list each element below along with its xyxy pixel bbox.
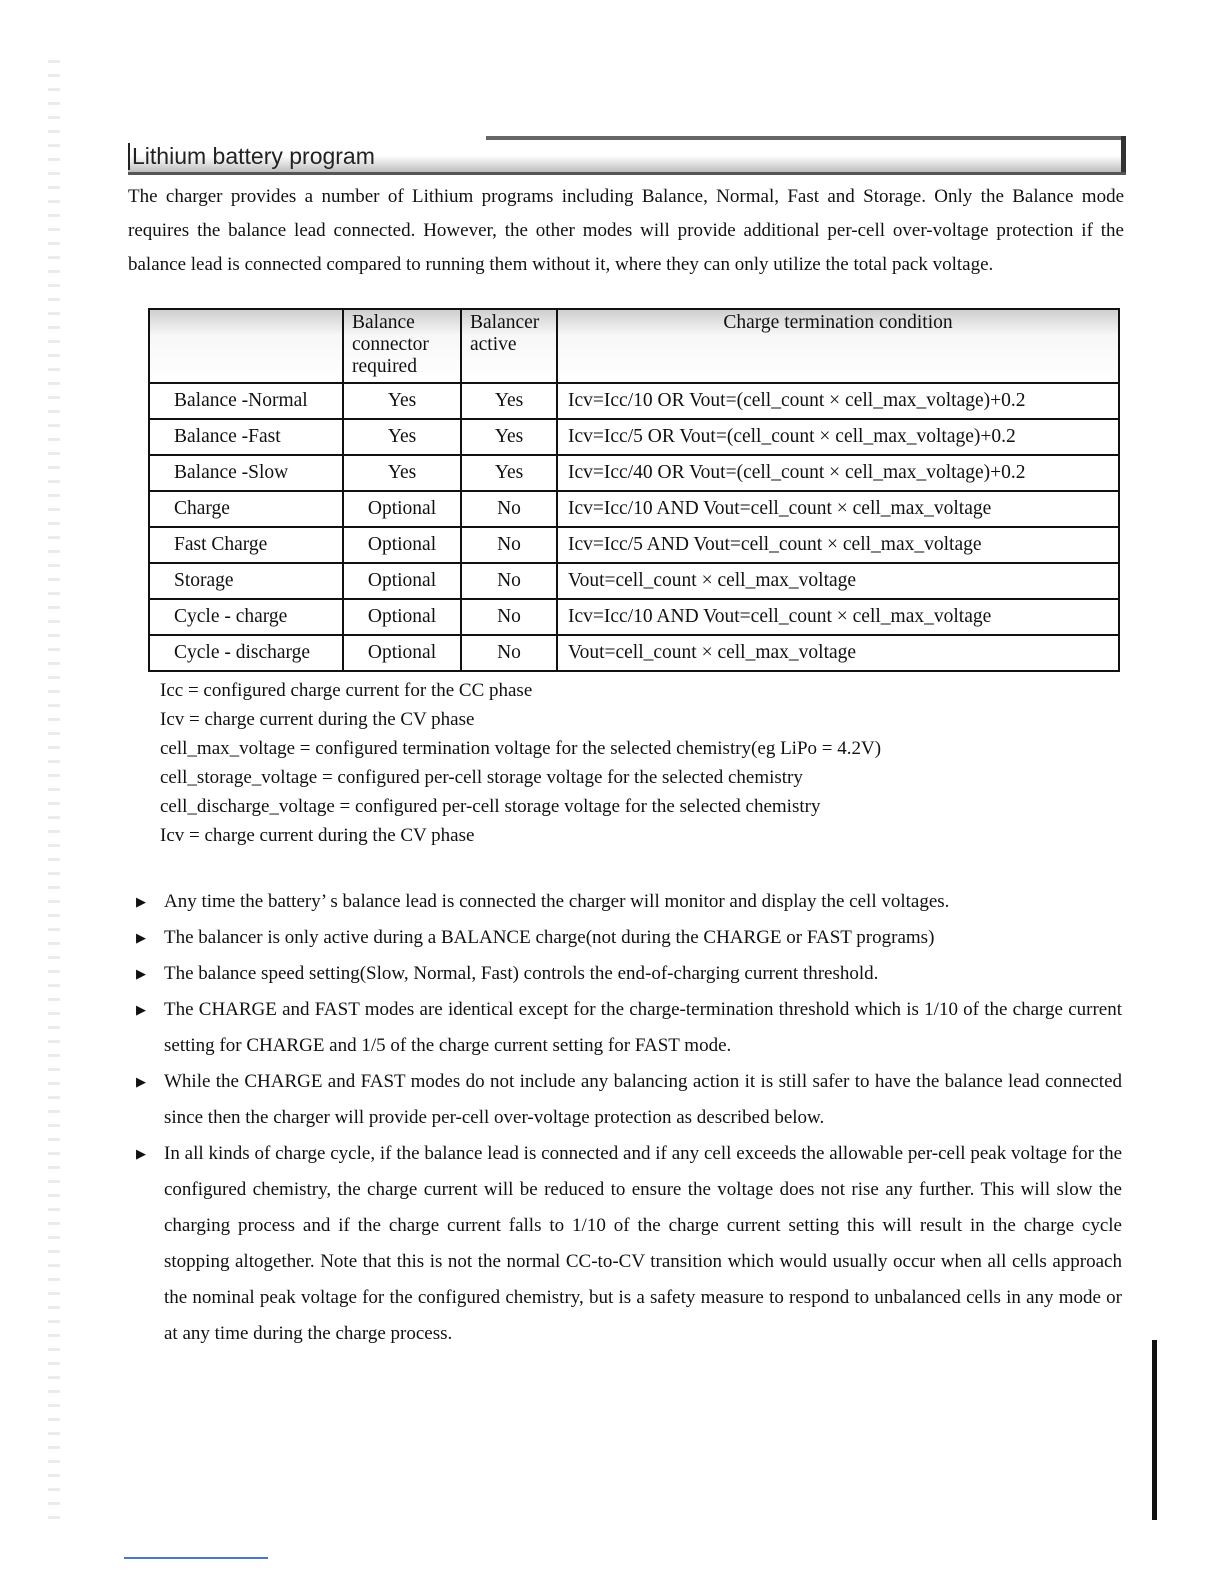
- table-row: [149, 635, 1119, 671]
- note-text: The balance speed setting(Slow, Normal, Fast) controls the end-of-charging current threshold.: [164, 963, 879, 984]
- definition-item: cell_max_voltage = configured termination voltage for the selected chemistry(eg LiPo = 4.2V): [160, 738, 882, 759]
- footnote-rule: [124, 1557, 268, 1559]
- condition-cell: Icv=Icc/5 OR Vout=(cell_count × cell_max_voltage)+0.2: [557, 419, 1119, 455]
- triangle-right-icon: ▶: [136, 1146, 146, 1161]
- note-item: [136, 920, 1122, 956]
- table-row: [149, 491, 1119, 527]
- header-endcap: [1121, 136, 1126, 172]
- mode-cell: Balance -Fast: [149, 419, 343, 455]
- connector-cell: Optional: [343, 599, 461, 635]
- condition-cell: Icv=Icc/10 AND Vout=cell_count × cell_max_voltage: [557, 599, 1119, 635]
- condition-cell: Vout=cell_count × cell_max_voltage: [557, 563, 1119, 599]
- scan-edge-line: [1152, 1340, 1157, 1520]
- connector-cell: Optional: [343, 635, 461, 671]
- definition-item: cell_storage_voltage = configured per-cell storage voltage for the selected chemistry: [160, 767, 803, 788]
- triangle-right-icon: ▶: [136, 966, 146, 981]
- connector-cell: Optional: [343, 527, 461, 563]
- note-item: [136, 956, 1122, 992]
- condition-cell: Icv=Icc/5 AND Vout=cell_count × cell_max_voltage: [557, 527, 1119, 563]
- note-text: While the CHARGE and FAST modes do not include any balancing action it is still safer to have the balance lead connected since then the charger will provide per-cell over-voltage protection as described below.: [164, 1071, 1122, 1128]
- header-termination-condition: Charge termination condition: [557, 309, 1119, 383]
- program-table: [148, 308, 1120, 672]
- connector-cell: Yes: [343, 383, 461, 419]
- note-item: [136, 884, 1122, 920]
- header-connector-required: Balance connector required: [343, 309, 461, 383]
- definition-item: cell_discharge_voltage = configured per-cell storage voltage for the selected chemistry: [160, 796, 821, 817]
- active-cell: No: [461, 599, 557, 635]
- definition-item: Icv = charge current during the CV phase: [160, 709, 475, 730]
- condition-cell: Icv=Icc/10 OR Vout=(cell_count × cell_max_voltage)+0.2: [557, 383, 1119, 419]
- table-row: [149, 383, 1119, 419]
- connector-cell: Optional: [343, 491, 461, 527]
- section-title: Lithium battery program: [128, 143, 375, 170]
- note-item: [136, 1064, 1122, 1136]
- table-row: [149, 527, 1119, 563]
- active-cell: No: [461, 491, 557, 527]
- header-balancer-active: Balancer active: [461, 309, 557, 383]
- mode-cell: Fast Charge: [149, 527, 343, 563]
- header-rule: [486, 136, 1126, 140]
- condition-cell: Icv=Icc/10 AND Vout=cell_count × cell_max_voltage: [557, 491, 1119, 527]
- note-text: Any time the battery’ s balance lead is connected the charger will monitor and display the cell voltages.: [164, 891, 950, 912]
- active-cell: Yes: [461, 419, 557, 455]
- active-cell: No: [461, 635, 557, 671]
- mode-cell: Balance -Normal: [149, 383, 343, 419]
- scan-edge-shadow: [48, 60, 60, 1520]
- note-text: The balancer is only active during a BALANCE charge(not during the CHARGE or FAST programs): [164, 927, 935, 948]
- intro-paragraph: The charger provides a number of Lithium programs including Balance, Normal, Fast and Storage. Only the Balance mode requires the balance lead connected. However, the other modes will provide additional per-cell over-voltage protection if the balance lead is connected compared to running them without it, where they can only utilize the total pack voltage.: [128, 186, 1124, 275]
- connector-cell: Yes: [343, 419, 461, 455]
- table-header-row: [149, 309, 1119, 383]
- definition-item: Icv = charge current during the CV phase: [160, 825, 475, 846]
- table-row: [149, 419, 1119, 455]
- definition-item: Icc = configured charge current for the CC phase: [160, 680, 533, 701]
- note-item: [136, 992, 1122, 1064]
- triangle-right-icon: ▶: [136, 1002, 146, 1017]
- note-text: In all kinds of charge cycle, if the balance lead is connected and if any cell exceeds the allowable per-cell peak voltage for the configured chemistry, the charge current will be reduced to ensure the voltage does not rise any further. This will slow the charging process and if the charge current falls to 1/10 of the charge current setting this will result in the charge cycle stopping altogether. Note that this is not the normal CC-to-CV transition which would usually occur when all cells approach the nominal peak voltage for the configured chemistry, but is a safety measure to respond to unbalanced cells in any mode or at any time during the charge process.: [164, 1143, 1122, 1344]
- active-cell: Yes: [461, 383, 557, 419]
- table-row: [149, 599, 1119, 635]
- section-header: [128, 136, 1126, 175]
- triangle-right-icon: ▶: [136, 894, 146, 909]
- note-text: The CHARGE and FAST modes are identical except for the charge-termination threshold which is 1/10 of the charge current setting for CHARGE and 1/5 of the charge current setting for FAST mode.: [164, 999, 1122, 1056]
- active-cell: No: [461, 527, 557, 563]
- condition-cell: Vout=cell_count × cell_max_voltage: [557, 635, 1119, 671]
- header-mode: [149, 309, 343, 383]
- notes-list: [136, 884, 1122, 1352]
- definitions-list: [160, 676, 1060, 850]
- mode-cell: Cycle - discharge: [149, 635, 343, 671]
- connector-cell: Yes: [343, 455, 461, 491]
- table-row: [149, 563, 1119, 599]
- mode-cell: Storage: [149, 563, 343, 599]
- active-cell: Yes: [461, 455, 557, 491]
- mode-cell: Balance -Slow: [149, 455, 343, 491]
- active-cell: No: [461, 563, 557, 599]
- mode-cell: Charge: [149, 491, 343, 527]
- triangle-right-icon: ▶: [136, 930, 146, 945]
- note-item: [136, 1136, 1122, 1352]
- table-row: [149, 455, 1119, 491]
- mode-cell: Cycle - charge: [149, 599, 343, 635]
- condition-cell: Icv=Icc/40 OR Vout=(cell_count × cell_max_voltage)+0.2: [557, 455, 1119, 491]
- connector-cell: Optional: [343, 563, 461, 599]
- triangle-right-icon: ▶: [136, 1074, 146, 1089]
